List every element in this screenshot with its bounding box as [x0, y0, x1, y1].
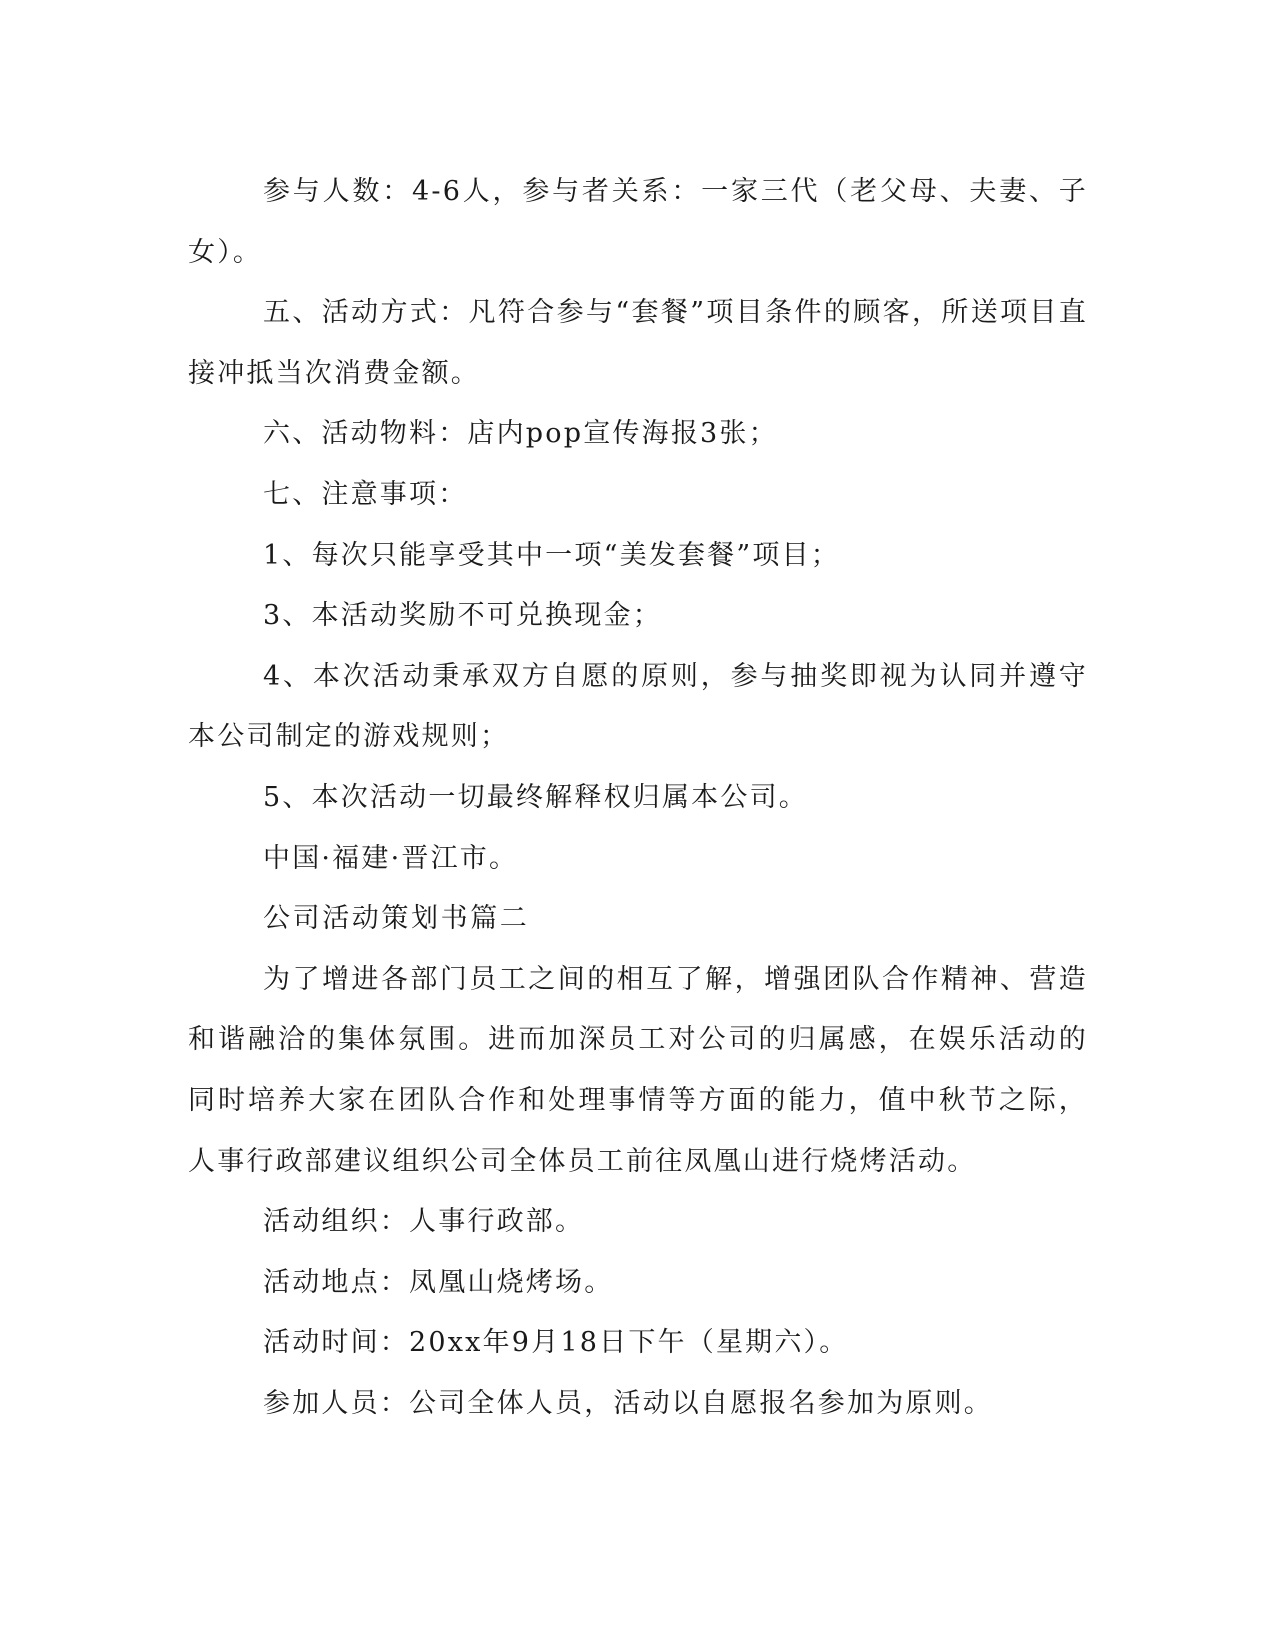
document-body — [188, 162, 1088, 1434]
section-title: 公司活动策划书篇二 — [263, 903, 530, 935]
paragraph-purpose: 为了增进各部门员工之间的相互了解，增强团队合作精神、营造和谐融洽的集体氛围。进而加深员工对公司的归属感，在娱乐活动的同时培养大家在团队合作和处理事情等方面的能力，值中秋节之际，人事行政部建议组织公司全体员工前往凤凰山进行烧烤活动。 — [188, 963, 1088, 1177]
paragraph-note-3: 3、本活动奖励不可兑换现金； — [263, 600, 662, 632]
paragraph-organizer: 活动组织：人事行政部。 — [263, 1206, 585, 1238]
paragraph-time: 活动时间：20xx年9月18日下午（星期六）。 — [263, 1327, 849, 1359]
paragraph-venue: 活动地点：凤凰山烧烤场。 — [263, 1266, 614, 1298]
paragraph-materials: 六、活动物料：店内pop宣传海报3张； — [263, 418, 778, 450]
paragraph-participants: 参与人数：4-6人，参与者关系：一家三代（老父母、夫妻、子女）。 — [188, 176, 1088, 268]
paragraph-attendees: 参加人员：公司全体人员，活动以自愿报名参加为原则。 — [263, 1387, 993, 1419]
paragraph-note-1: 1、每次只能享受其中一项“美发套餐”项目； — [263, 539, 840, 571]
paragraph-notes-heading: 七、注意事项： — [263, 478, 468, 510]
paragraph-activity-method: 五、活动方式：凡符合参与“套餐”项目条件的顾客，所送项目直接冲抵当次消费金额。 — [188, 297, 1088, 389]
paragraph-location: 中国·福建·晋江市。 — [263, 842, 519, 874]
paragraph-note-4: 4、本次活动秉承双方自愿的原则，参与抽奖即视为认同并遵守本公司制定的游戏规则； — [188, 660, 1088, 753]
paragraph-note-5: 5、本次活动一切最终解释权归属本公司。 — [263, 781, 808, 813]
